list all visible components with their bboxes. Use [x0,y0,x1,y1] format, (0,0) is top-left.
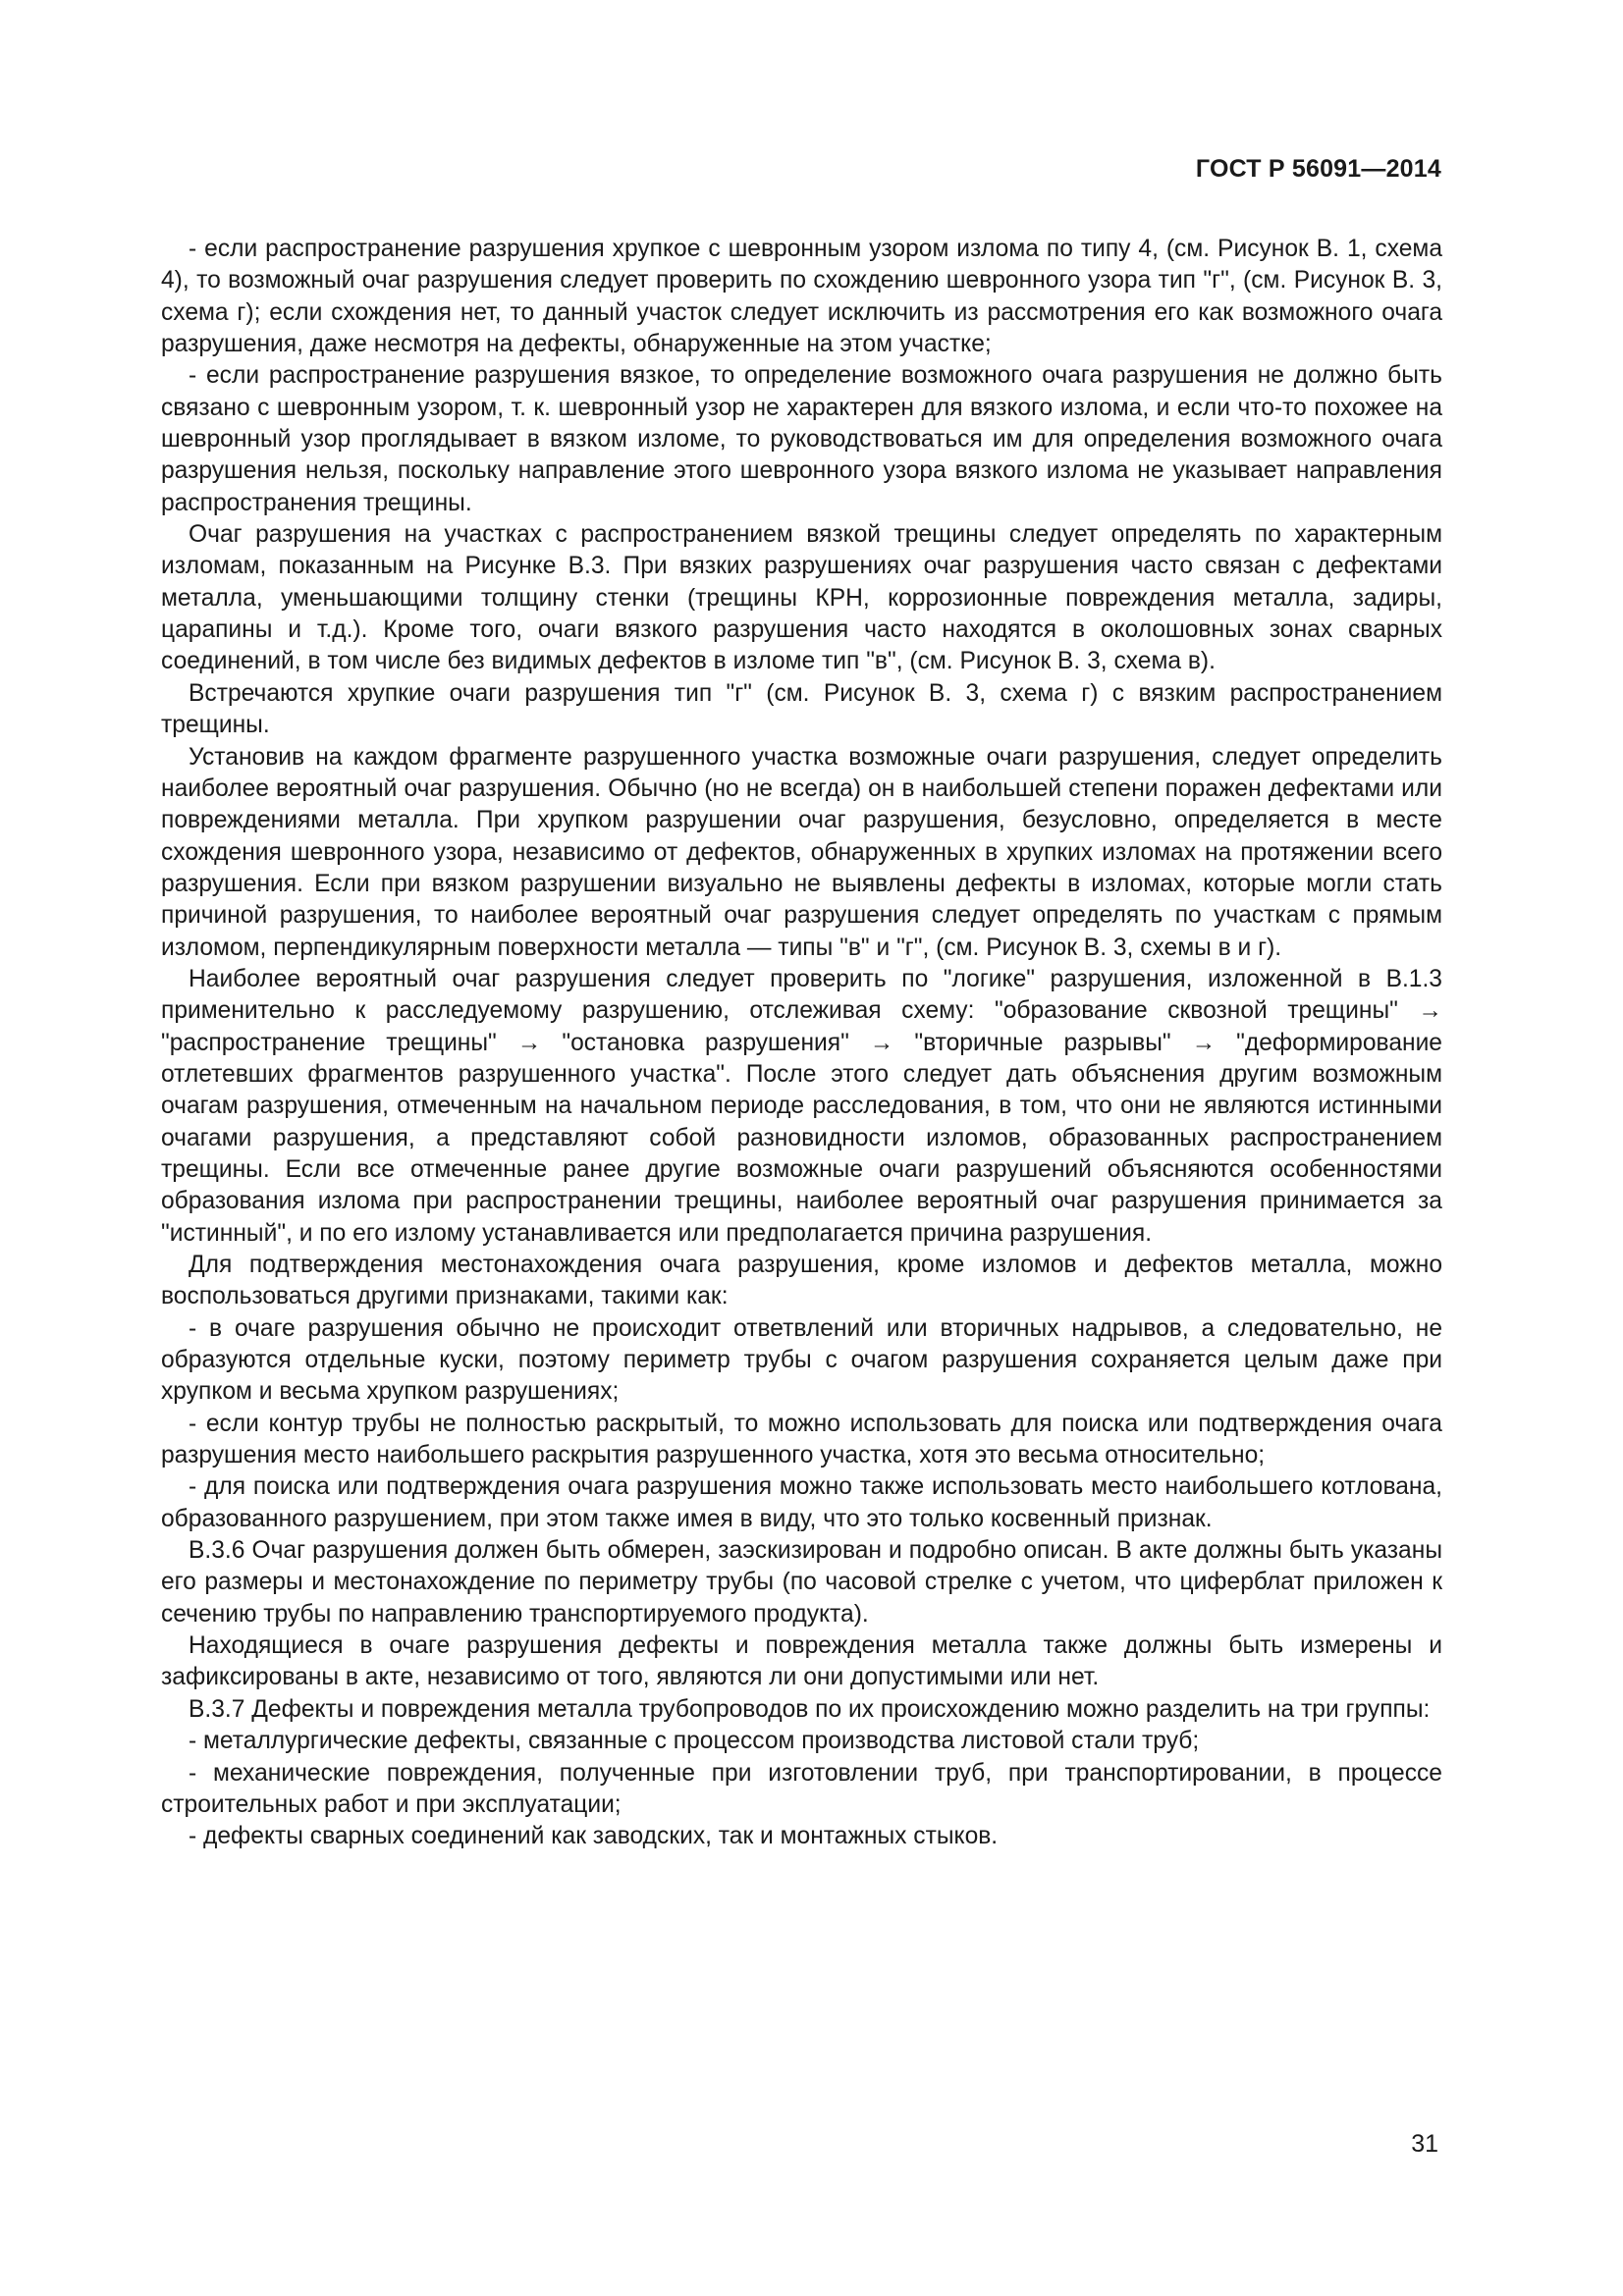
paragraph: Находящиеся в очаге разрушения дефекты и повреждения металла также должны быть измерены и зафиксированы в акте, независимо от того, являются ли они допустимыми или нет. [161,1632,1442,1691]
paragraph: - если распространение разрушения вязкое, то определение возможного очага разрушения не должно быть связано с шевронным узором, т. к. шевронный узор не характерен для вязкого излома, и если что-то похожее на шевронный узор проглядывает в вязком изломе, то руководствоваться им для определения возможного очага разрушения нельзя, поскольку направление этого шевронного узора вязкого излома не указывает направления распространения трещины. [161,362,1442,516]
paragraph: - если контур трубы не полностью раскрытый, то можно использовать для поиска или подтверждения очага разрушения место наибольшего раскрытия разрушенного участка, хотя это весьма относительно; [161,1410,1442,1469]
paragraph: - для поиска или подтверждения очага разрушения можно также использовать место наибольшего котлована, образованного разрушением, при этом также имея в виду, что это только косвенный признак. [161,1473,1442,1532]
paragraph: - металлургические дефекты, связанные с процессом производства листовой стали труб; [189,1728,1200,1755]
paragraph: Очаг разрушения на участках с распространением вязкой трещины следует определять по характерным изломам, показанным на Рисунке В.3. При вязких разрушениях очаг разрушения часто связан с дефектами металла, уменьшающими толщину стенки (трещины КРН, коррозионные повреждения металла, задиры, царапины и т.д.). Кроме того, очаги вязкого разрушения часто находятся в околошовных зонах сварных соединений, в том числе без видимых дефектов в изломе тип "в", (см. Рисунок В. 3, схема в). [161,521,1442,675]
paragraph: - если распространение разрушения хрупкое с шевронным узором излома по типу 4, (см. Рисунок В. 1, схема 4), то возможный очаг разрушения следует проверить по схождению шевронного узора тип "г", (см. Рисунок В. 3, схема г); если схождения нет, то данный участок следует исключить из рассмотрения его как возможного очага разрушения, даже несмотря на дефекты, обнаруженные на этом участке; [161,236,1442,358]
document-body [161,234,1442,1853]
paragraph: Наиболее вероятный очаг разрушения следует проверить по "логике" разрушения, изложенной в В.1.3 применительно к расследуемому разрушению, отслеживая схему: "образование сквозной трещины" → "распространение трещины" → "остановка разрушения" → "вторичные разрывы" → "деформирование отлетевших фрагментов разрушенного участка". После этого следует дать объяснения другим возможным очагам разрушения, отмеченным на начальном периоде расследования, в том, что они не являются истинными очагами разрушения, а представляют собой разновидности изломов, образованных распространением трещины. Если все отмеченные ранее другие возможные очаги разрушений объясняются особенностями образования излома при распространении трещины, наиболее вероятный очаг разрушения принимается за "истинный", и по его излому устанавливается или предполагается причина разрушения. [161,965,1442,1247]
paragraph: В.3.6 Очаг разрушения должен быть обмерен, заэскизирован и подробно описан. В акте должны быть указаны его размеры и местонахождение по периметру трубы (по часовой стрелке с учетом, что циферблат приложен к сечению трубы по направлению транспортируемого продукта). [161,1537,1442,1628]
paragraph: - дефекты сварных соединений как заводских, так и монтажных стыков. [189,1823,999,1850]
page-number: 31 [1411,2130,1438,2158]
paragraph: В.3.7 Дефекты и повреждения металла трубопроводов по их происхождению можно разделить на три группы: [189,1695,1431,1723]
paragraph: Встречаются хрупкие очаги разрушения тип "г" (см. Рисунок В. 3, схема г) с вязким распространением трещины. [161,679,1442,739]
paragraph: Установив на каждом фрагменте разрушенного участка возможные очаги разрушения, следует определить наиболее вероятный очаг разрушения. Обычно (но не всегда) он в наибольшей степени поражен дефектами или повреждениями металла. При хрупком разрушении очаг разрушения, безусловно, определяется в месте схождения шевронного узора, независимо от дефектов, обнаруженных в хрупких изломах на протяжении всего разрушения. Если при вязком разрушении визуально не выявлены дефекты в изломах, которые могли стать причиной разрушения, то наиболее вероятный очаг разрушения следует определять по участкам с прямым изломом, перпендикулярным поверхности металла — типы "в" и "г", (см. Рисунок В. 3, схемы в и г). [161,743,1442,961]
paragraph: Для подтверждения местонахождения очага разрушения, кроме изломов и дефектов металла, можно воспользоваться другими признаками, такими как: [161,1252,1442,1310]
document-header-id: ГОСТ Р 56091—2014 [1195,155,1441,183]
paragraph: - в очаге разрушения обычно не происходит ответвлений или вторичных надрывов, а следовательно, не образуются отдельные куски, поэтому периметр трубы с очагом разрушения сохраняется целым даже при хрупком и весьма хрупком разрушениях; [161,1314,1442,1406]
paragraph: - механические повреждения, полученные при изготовлении труб, при транспортировании, в процессе строительных работ и при эксплуатации; [161,1759,1442,1818]
